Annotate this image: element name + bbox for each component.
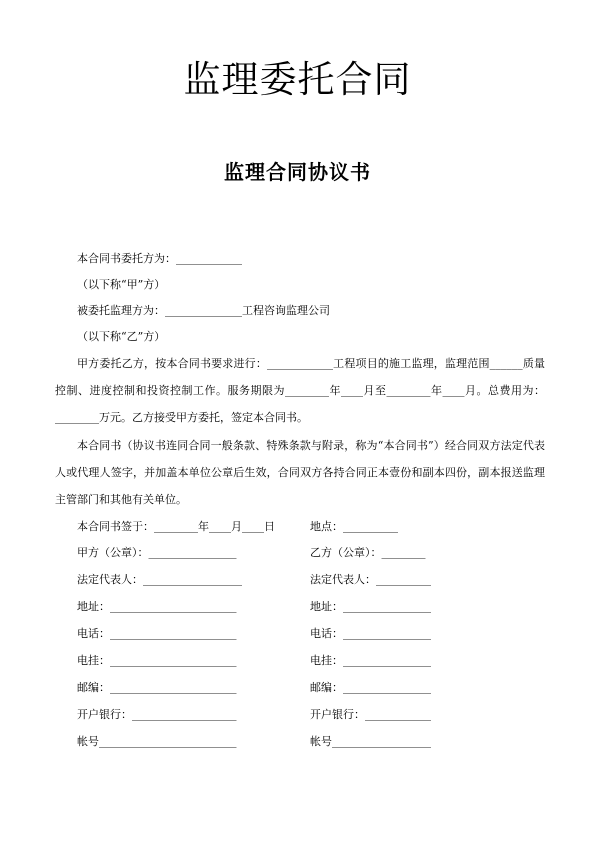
party-b-postcode: 邮编：________________ — [310, 681, 431, 694]
client-alias: （以下称“甲”方） — [77, 278, 166, 291]
signing-date: 本合同书签于：________年____月____日 — [77, 520, 275, 533]
party-b-name: 乙方（公章）：________ — [310, 546, 426, 559]
client-line: 本合同书委托方为：____________ — [77, 252, 242, 265]
party-b-bank: 开户银行：____________ — [310, 708, 431, 721]
party-a-bank: 开户银行：___________________ — [77, 708, 237, 721]
validity-paragraph: 本合同书（协议书连同合同一般条款、特殊条款与附录，称为“本合同书”）经合同双方法定代表人或代理人签字，并加盖本单位公章后生效，合同双方各持合同正本壹份和副本四份，副本报送监理主管部门和其他有关单位。 — [55, 439, 545, 506]
document-title: 监理委托合同 — [183, 58, 412, 101]
party-b-address: 地址：________________ — [310, 600, 431, 613]
party-a-name: 甲方（公章）：________________ — [77, 546, 237, 559]
party-a-postcode: 邮编：_______________________ — [77, 681, 237, 694]
party-a-rep: 法定代表人：__________________ — [77, 573, 242, 586]
party-a-phone: 电话：_______________________ — [77, 627, 237, 640]
contractor-alias: （以下称“乙”方） — [77, 330, 166, 343]
party-b-phone: 电话：________________ — [310, 627, 431, 640]
party-b-rep: 法定代表人：__________ — [310, 573, 431, 586]
party-a-address: 地址：_______________________ — [77, 600, 237, 613]
party-a-telex: 电挂：_______________________ — [77, 654, 237, 667]
contractor-line: 被委托监理方为：______________工程咨询监理公司 — [77, 304, 330, 317]
party-b-telex: 电挂：________________ — [310, 654, 431, 667]
party-a-account: 帐号_________________________ — [77, 735, 237, 748]
commission-paragraph: 甲方委托乙方，按本合同书要求进行：____________工程项目的施工监理，监理范围______质量控制、进度控制和投资控制工作。服务期限为________年____月至________年____月。总费用为：________万元。乙方接受甲方委托，签定本合同书。 — [55, 357, 545, 424]
document-subtitle: 监理合同协议书 — [224, 160, 371, 184]
signing-place: 地点：__________ — [310, 520, 398, 533]
party-b-account: 帐号__________________ — [310, 735, 431, 748]
